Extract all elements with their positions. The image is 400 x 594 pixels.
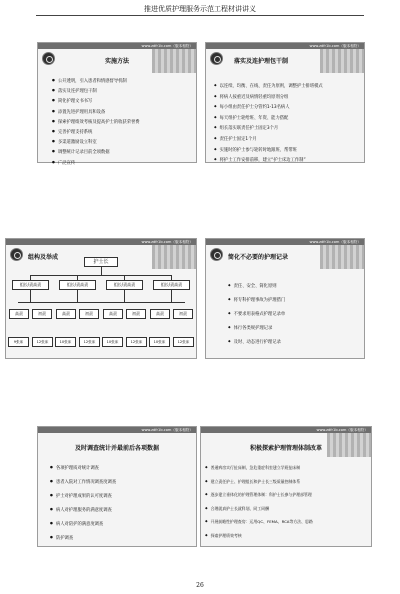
list-item: ◆ 体行各类规护理记录 bbox=[228, 321, 360, 335]
org-nurse: 初责 bbox=[126, 309, 146, 319]
slide-implementation-methods bbox=[37, 42, 197, 166]
list-item: ● 病人对护理服务的满意度调查 bbox=[50, 503, 192, 517]
slide-top-bar: www.zdfr1b.com（版本相符） bbox=[6, 239, 196, 245]
list-item: ● 探索护理绩效考核及提高护士的收获荣誉费 bbox=[52, 117, 192, 127]
connector bbox=[77, 290, 78, 302]
page-number: 26 bbox=[196, 582, 204, 589]
org-leader: 组长/责高责 bbox=[106, 280, 143, 290]
list-item: ◆ 建立责任护士、护理组长和护士长三级质量控制体系 bbox=[205, 475, 367, 489]
emblem-icon bbox=[10, 248, 23, 261]
document-header: 推进优质护理服务示范工程材讲讲义 bbox=[144, 5, 256, 13]
org-nurse: 高责 bbox=[9, 309, 29, 319]
org-nurse: 初责 bbox=[173, 309, 193, 319]
org-nurse: 高责 bbox=[103, 309, 123, 319]
slide-statistics bbox=[37, 426, 197, 547]
list-item: ● 病人对陪护的满意度调查 bbox=[50, 517, 192, 531]
list-item: ● 各项护理质对统计调查 bbox=[50, 461, 192, 475]
list-item: ● 护士对护理成果的认可度调查 bbox=[50, 489, 192, 503]
slide-simplify-records bbox=[205, 238, 365, 359]
connector bbox=[124, 290, 125, 302]
slide-title: 积极探索护理管理体制改革 bbox=[249, 445, 322, 452]
list-item: ● 防护调查 bbox=[50, 531, 192, 545]
list-item: ● 多渠道激励设立科室 bbox=[52, 137, 192, 147]
list-item: ◆ 合理就真护士长就科划、同工同酬 bbox=[205, 502, 367, 516]
slide-top-bar: www.zdfr1b.com（版本相符） bbox=[206, 239, 364, 245]
slide-responsibility-system bbox=[205, 42, 365, 163]
bullet-list bbox=[52, 76, 192, 168]
slide-top-bar: www.zdfr1b.com（版本相符） bbox=[206, 43, 364, 49]
list-item: ◆ 逐步建立垂体化的护理管理体制：科护士长参与护理部管理 bbox=[205, 488, 367, 502]
org-leader: 组长/责高责 bbox=[153, 280, 190, 290]
slide-title: 及时调查统计并最前后各项数据 bbox=[74, 445, 159, 452]
org-beds: 10张床 bbox=[149, 337, 170, 347]
slide-org-structure bbox=[5, 238, 197, 359]
list-item: ◆ 每小组由责任护士分管约1-13名病人 bbox=[214, 102, 360, 113]
org-beds: 12张床 bbox=[79, 337, 100, 347]
bullet-list bbox=[214, 81, 360, 166]
list-item: ◆ 将专科护理事故为护理措门 bbox=[228, 293, 360, 307]
org-root: 护士长 bbox=[84, 257, 118, 267]
list-item: ◆ 普通病房实行扯床制，急危重症科室建立学班扯床制 bbox=[205, 461, 367, 475]
list-item: ◆ 不要求用表格式护理记录单 bbox=[228, 307, 360, 321]
slide-title: 组构及举成 bbox=[28, 254, 59, 261]
list-item: ● 简化护理文书书写 bbox=[52, 96, 192, 106]
list-item: ◆ 将病人按重近及病情轻重均原剂分组 bbox=[214, 92, 360, 103]
slide-top-bar: www.zdfr1b.com（版本相符） bbox=[38, 43, 196, 49]
slide-top-bar: www.zdfr1b.com（版本相符） bbox=[201, 427, 371, 433]
org-beds: 12张床 bbox=[126, 337, 147, 347]
list-item: ◆ 将护士工作安排前移，建立“护士床边工作制” bbox=[214, 155, 360, 166]
list-item: ◆ 开展前瞻性护理查房：运用QC、FEMA、RCA等方法、思路 bbox=[205, 515, 367, 529]
connector bbox=[101, 267, 102, 275]
slide-title: 实施方法 bbox=[104, 58, 129, 65]
org-beds: 12张床 bbox=[173, 337, 194, 347]
bullet-list bbox=[205, 461, 367, 542]
connector bbox=[18, 302, 185, 303]
org-beds: 10张床 bbox=[102, 337, 123, 347]
emblem-icon bbox=[42, 52, 55, 65]
connector bbox=[171, 290, 172, 302]
org-beds: 10张床 bbox=[55, 337, 76, 347]
list-item: ◆ 探索护理绩效考核 bbox=[205, 529, 367, 543]
list-item: ● 患者入院对工作情况调查度调查 bbox=[50, 475, 192, 489]
slide-top-bar: www.zdfr1b.com（版本相符） bbox=[38, 427, 196, 433]
list-item: ◆ 以连续、均衡、在线、责任为原则，调整护士排班模式 bbox=[214, 81, 360, 92]
org-nurse: 初责 bbox=[79, 309, 99, 319]
org-nurse: 高责 bbox=[150, 309, 170, 319]
connector bbox=[30, 290, 31, 302]
list-item: ◆ 及时、动态进行护理记录 bbox=[228, 335, 360, 349]
slide-title: 简化不必要的护理记录 bbox=[228, 254, 289, 261]
slide-management-reform bbox=[200, 426, 372, 547]
slide-title: 落实及连护理包干制 bbox=[234, 58, 289, 65]
list-item: ● 添置先进护理用具和设备 bbox=[52, 107, 192, 117]
bullet-list bbox=[228, 279, 360, 349]
header-rule bbox=[36, 15, 364, 16]
list-item: ● 广泛宣传 bbox=[52, 158, 192, 168]
org-leader: 组长/责高责 bbox=[12, 280, 49, 290]
org-beds: 12张床 bbox=[32, 337, 53, 347]
list-item: ● 调整统计记录目前全项数据 bbox=[52, 147, 192, 157]
list-item: ◆ 组长落实联责任护士固定3个月 bbox=[214, 123, 360, 134]
org-beds: 9张床 bbox=[8, 337, 29, 347]
list-item: ● 完善护理支持系统 bbox=[52, 127, 192, 137]
list-item: ◆ 责任护士固定1个月 bbox=[214, 134, 360, 145]
list-item: ◆ 实施时的护士参与轮转时地跟班、帮带班 bbox=[214, 145, 360, 156]
org-nurse: 初责 bbox=[32, 309, 52, 319]
list-item: ◆ 每天组护士轮给班、年资、能力搭配 bbox=[214, 113, 360, 124]
connector bbox=[30, 275, 171, 276]
org-nurse: 高责 bbox=[56, 309, 76, 319]
list-item: ● 落实及连护理包干制 bbox=[52, 86, 192, 96]
bullet-list bbox=[50, 461, 192, 545]
emblem-icon bbox=[210, 52, 223, 65]
list-item: ◆ 责任、安全、简化原则 bbox=[228, 279, 360, 293]
emblem-icon bbox=[210, 248, 223, 261]
org-leader: 组长/责高责 bbox=[59, 280, 96, 290]
list-item: ● 公开透明，引入患者和情感督导机制 bbox=[52, 76, 192, 86]
